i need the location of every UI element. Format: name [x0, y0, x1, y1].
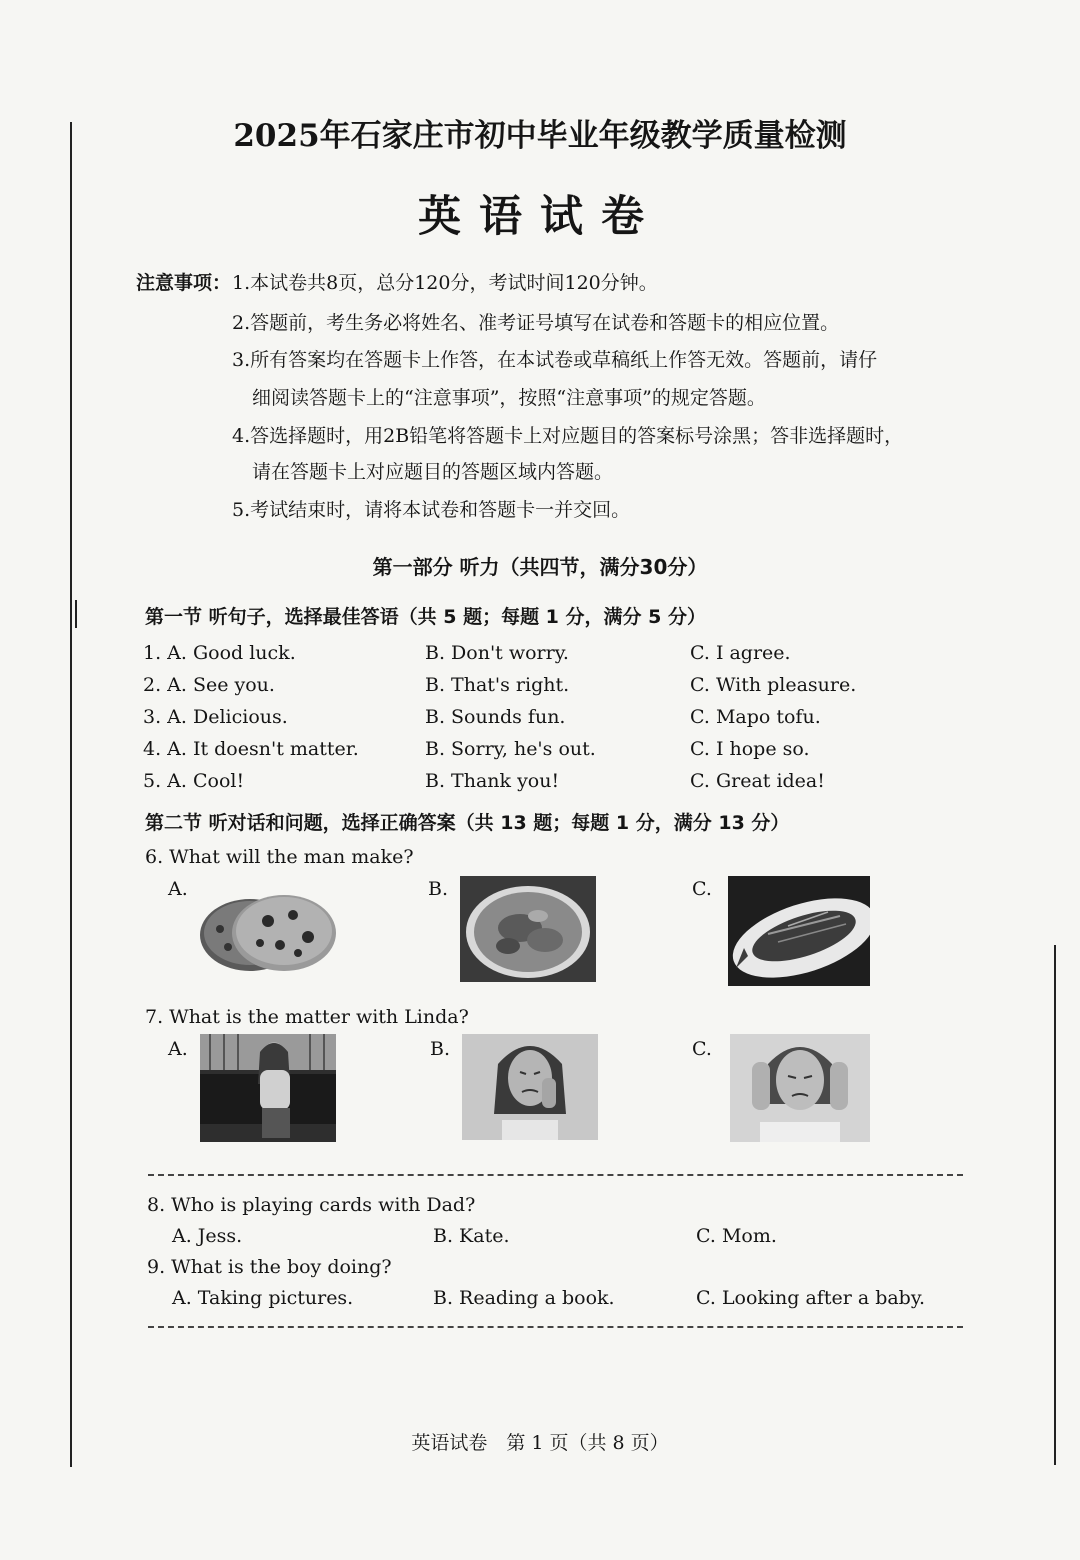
stomachache-girl-image — [200, 1034, 336, 1142]
section-title: 第二节 听对话和问题，选择正确答案（共 13 题；每题 1 分，满分 13 分） — [145, 812, 790, 834]
paper-title: 英语试卷 — [418, 192, 662, 242]
notice-item: 3.所有答案均在答题卡上作答，在本试卷或草稿纸上作答无效。答题前，请仔 — [232, 349, 878, 371]
headache-woman-image — [730, 1034, 870, 1142]
cookie-image — [198, 885, 338, 975]
question-text: 9. What is the boy doing? — [147, 1256, 392, 1278]
question-option: A. Jess. — [172, 1225, 243, 1247]
question-text: 8. Who is playing cards with Dad? — [147, 1194, 476, 1216]
question-option: C. I hope so. — [690, 738, 810, 760]
question-option: 3. A. Delicious. — [143, 706, 288, 728]
fish-dish-image — [728, 876, 870, 986]
question-option: B. Don't worry. — [425, 642, 569, 664]
page-edge-mark — [75, 600, 77, 628]
notice-item: 5.考试结束时，请将本试卷和答题卡一并交回。 — [232, 499, 631, 521]
question-text: 6. What will the man make? — [145, 846, 414, 868]
option-letter: B. — [430, 1038, 451, 1060]
part-title: 第一部分 听力（共四节，满分30分） — [372, 555, 708, 579]
notice-item: 细阅读答题卡上的“注意事项”，按照“注意事项”的规定答题。 — [252, 387, 766, 409]
dashed-divider — [148, 1174, 963, 1176]
question-option: 2. A. See you. — [143, 674, 275, 696]
option-letter: A. — [168, 878, 188, 900]
page-footer: 英语试卷 第 1 页（共 8 页） — [411, 1432, 669, 1454]
option-letter: B. — [428, 878, 449, 900]
option-letter: A. — [168, 1038, 188, 1060]
question-option: A. Taking pictures. — [172, 1287, 354, 1309]
page-edge-right — [1054, 945, 1056, 1465]
question-option: B. Sounds fun. — [425, 706, 566, 728]
notice-item: 请在答题卡上对应题目的答题区域内答题。 — [252, 461, 614, 483]
question-option: 1. A. Good luck. — [143, 642, 296, 664]
question-option: C. Mapo tofu. — [690, 706, 821, 728]
notice-label: 注意事项： — [136, 272, 232, 294]
soup-pot-image — [460, 876, 596, 982]
question-option: C. Looking after a baby. — [696, 1287, 926, 1309]
question-option: B. Kate. — [433, 1225, 510, 1247]
question-option: 4. A. It doesn't matter. — [143, 738, 359, 760]
toothache-woman-image — [462, 1034, 598, 1140]
exam-title: 2025年石家庄市初中毕业年级教学质量检测 — [233, 118, 847, 154]
page-edge-left — [70, 122, 72, 1467]
dashed-divider — [148, 1326, 963, 1328]
question-text: 7. What is the matter with Linda? — [145, 1006, 469, 1028]
question-option: B. That's right. — [425, 674, 570, 696]
question-option: B. Reading a book. — [433, 1287, 615, 1309]
notice-item: 4.答选择题时，用2B铅笔将答题卡上对应题目的答案标号涂黑；答非选择题时， — [232, 425, 904, 447]
question-option: C. Great idea! — [690, 770, 825, 792]
option-letter: C. — [692, 1038, 712, 1060]
option-letter: C. — [692, 878, 712, 900]
question-option: C. With pleasure. — [690, 674, 857, 696]
question-option: 5. A. Cool! — [143, 770, 245, 792]
notice-item: 2.答题前，考生务必将姓名、准考证号填写在试卷和答题卡的相应位置。 — [232, 312, 840, 334]
section-title: 第一节 听句子，选择最佳答语（共 5 题；每题 1 分，满分 5 分） — [145, 606, 706, 628]
question-option: B. Sorry, he's out. — [425, 738, 596, 760]
question-option: C. Mom. — [696, 1225, 777, 1247]
question-option: C. I agree. — [690, 642, 791, 664]
question-option: B. Thank you! — [425, 770, 560, 792]
notice-item: 1.本试卷共8页，总分120分，考试时间120分钟。 — [232, 272, 658, 294]
